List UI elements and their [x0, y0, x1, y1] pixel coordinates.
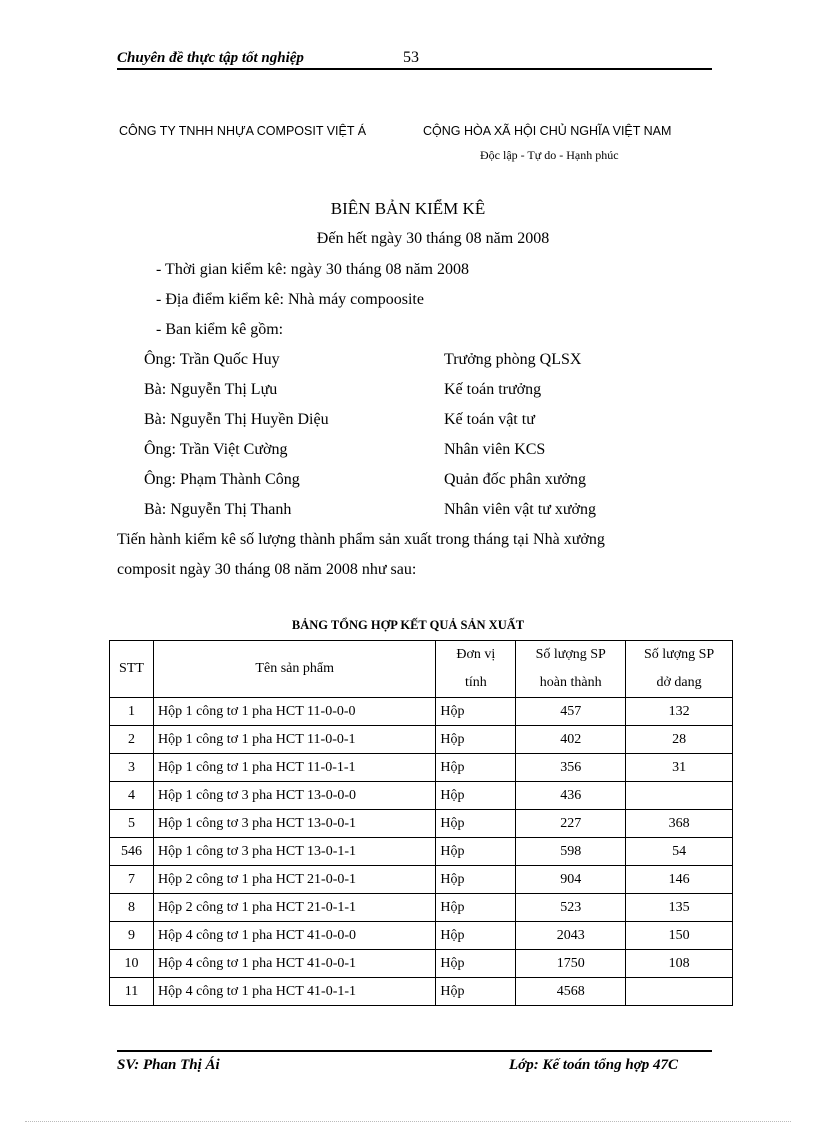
cell-in-progress: 146 [626, 866, 733, 894]
cell-in-progress [626, 978, 733, 1006]
member-name: Ông: Trần Quốc Huy [144, 351, 280, 368]
cell-product-name: Hộp 2 công tơ 1 pha HCT 21-0-0-1 [153, 866, 435, 894]
cell-completed: 436 [516, 782, 626, 810]
cell-stt: 546 [110, 838, 154, 866]
member-role: Quản đốc phân xưởng [444, 471, 586, 488]
footer-rule [117, 1050, 712, 1052]
cell-unit: Hộp [436, 838, 516, 866]
cell-completed: 227 [516, 810, 626, 838]
cell-stt: 8 [110, 894, 154, 922]
table-row [110, 698, 733, 726]
footer-student: SV: Phan Thị Ái [117, 1057, 220, 1073]
table-row [110, 894, 733, 922]
cell-unit: Hộp [436, 866, 516, 894]
cell-unit: Hộp [436, 950, 516, 978]
header-completed-line-2: hoàn thành [539, 675, 602, 690]
cell-in-progress: 108 [626, 950, 733, 978]
cell-product-name: Hộp 1 công tơ 3 pha HCT 13-0-1-1 [153, 838, 435, 866]
document-subtitle: Đến hết ngày 30 tháng 08 năm 2008 [316, 230, 550, 247]
header-title: Chuyên đề thực tập tốt nghiệp [117, 50, 304, 66]
cell-completed: 598 [516, 838, 626, 866]
member-name: Bà: Nguyễn Thị Lựu [144, 381, 278, 398]
member-role: Nhân viên KCS [444, 441, 546, 458]
member-role: Trưởng phòng QLSX [444, 351, 582, 368]
member-role: Kế toán vật tư [444, 411, 535, 428]
cell-completed: 1750 [516, 950, 626, 978]
cell-stt: 4 [110, 782, 154, 810]
table-row [110, 726, 733, 754]
table-row [110, 754, 733, 782]
cell-completed: 457 [516, 698, 626, 726]
header-unit-line-1: Đơn vị [456, 647, 496, 662]
header-completed [516, 641, 626, 698]
country-name: CỘNG HÒA XÃ HỘI CHỦ NGHĨA VIỆT NAM [423, 124, 672, 138]
header-in-progress-line-1: Số lượng SP [643, 647, 715, 662]
cell-unit: Hộp [436, 754, 516, 782]
cell-product-name: Hộp 4 công tơ 1 pha HCT 41-0-1-1 [153, 978, 435, 1006]
cell-completed: 523 [516, 894, 626, 922]
header-in-progress-line-2: dở dang [656, 675, 702, 690]
page-number: 53 [403, 49, 419, 66]
cell-stt: 11 [110, 978, 154, 1006]
header-unit [436, 641, 516, 698]
paragraph-line-2: composit ngày 30 tháng 08 năm 2008 như sau: [117, 561, 417, 578]
cell-unit: Hộp [436, 810, 516, 838]
cell-product-name: Hộp 4 công tơ 1 pha HCT 41-0-0-0 [153, 922, 435, 950]
header-completed-line-1: Số lượng SP [535, 647, 606, 662]
inventory-place-line: - Địa điểm kiểm kê: Nhà máy compoosite [156, 291, 424, 308]
paragraph-line-1: Tiến hành kiểm kê số lượng thành phẩm sản xuất trong tháng tại Nhà xưởng [117, 531, 605, 548]
cell-stt: 7 [110, 866, 154, 894]
cell-stt: 1 [110, 698, 154, 726]
document-title: BIÊN BẢN KIỂM KÊ [330, 199, 486, 218]
member-name: Ông: Phạm Thành Công [144, 471, 300, 488]
cell-unit: Hộp [436, 978, 516, 1006]
production-results-table [109, 640, 733, 1006]
page-edge-divider [25, 1121, 791, 1122]
cell-stt: 2 [110, 726, 154, 754]
table-row [110, 978, 733, 1006]
cell-unit: Hộp [436, 698, 516, 726]
national-motto: Độc lập - Tự do - Hạnh phúc [480, 148, 619, 162]
table-title: BẢNG TỔNG HỢP KẾT QUẢ SẢN XUẤT [291, 618, 525, 632]
cell-in-progress [626, 782, 733, 810]
member-role: Nhân viên vật tư xưởng [444, 501, 596, 518]
cell-unit: Hộp [436, 922, 516, 950]
cell-completed: 2043 [516, 922, 626, 950]
cell-unit: Hộp [436, 726, 516, 754]
cell-product-name: Hộp 1 công tơ 3 pha HCT 13-0-0-1 [153, 810, 435, 838]
cell-completed: 4568 [516, 978, 626, 1006]
committee-line: - Ban kiểm kê gồm: [156, 321, 284, 338]
cell-in-progress: 31 [626, 754, 733, 782]
cell-stt: 3 [110, 754, 154, 782]
cell-completed: 402 [516, 726, 626, 754]
table-row [110, 922, 733, 950]
table-header-row [110, 641, 733, 698]
cell-product-name: Hộp 1 công tơ 1 pha HCT 11-0-0-1 [153, 726, 435, 754]
header-rule [117, 68, 712, 70]
cell-unit: Hộp [436, 782, 516, 810]
table-row [110, 866, 733, 894]
cell-stt: 5 [110, 810, 154, 838]
member-name: Ông: Trần Việt Cường [144, 441, 288, 458]
member-role: Kế toán trưởng [444, 381, 542, 398]
cell-completed: 904 [516, 866, 626, 894]
cell-stt: 9 [110, 922, 154, 950]
company-name: CÔNG TY TNHH NHỰA COMPOSIT VIỆT Á [119, 124, 367, 138]
cell-product-name: Hộp 1 công tơ 1 pha HCT 11-0-1-1 [153, 754, 435, 782]
footer-class: Lớp: Kế toán tổng hợp 47C [509, 1057, 679, 1073]
cell-product-name: Hộp 1 công tơ 1 pha HCT 11-0-0-0 [153, 698, 435, 726]
cell-in-progress: 150 [626, 922, 733, 950]
cell-stt: 10 [110, 950, 154, 978]
cell-completed: 356 [516, 754, 626, 782]
table-row [110, 950, 733, 978]
header-stt: STT [110, 641, 154, 698]
cell-in-progress: 368 [626, 810, 733, 838]
table-row [110, 782, 733, 810]
cell-in-progress: 135 [626, 894, 733, 922]
header-unit-line-2: tính [464, 675, 487, 690]
inventory-time-line: - Thời gian kiểm kê: ngày 30 tháng 08 năm 2008 [156, 261, 469, 278]
member-name: Bà: Nguyễn Thị Thanh [144, 501, 292, 518]
table-row [110, 838, 733, 866]
cell-product-name: Hộp 2 công tơ 1 pha HCT 21-0-1-1 [153, 894, 435, 922]
cell-product-name: Hộp 1 công tơ 3 pha HCT 13-0-0-0 [153, 782, 435, 810]
cell-product-name: Hộp 4 công tơ 1 pha HCT 41-0-0-1 [153, 950, 435, 978]
header-product-name: Tên sản phẩm [153, 641, 435, 698]
cell-in-progress: 132 [626, 698, 733, 726]
header-in-progress [626, 641, 733, 698]
member-name: Bà: Nguyễn Thị Huyền Diệu [144, 411, 329, 428]
cell-in-progress: 54 [626, 838, 733, 866]
cell-in-progress: 28 [626, 726, 733, 754]
cell-unit: Hộp [436, 894, 516, 922]
table-row [110, 810, 733, 838]
